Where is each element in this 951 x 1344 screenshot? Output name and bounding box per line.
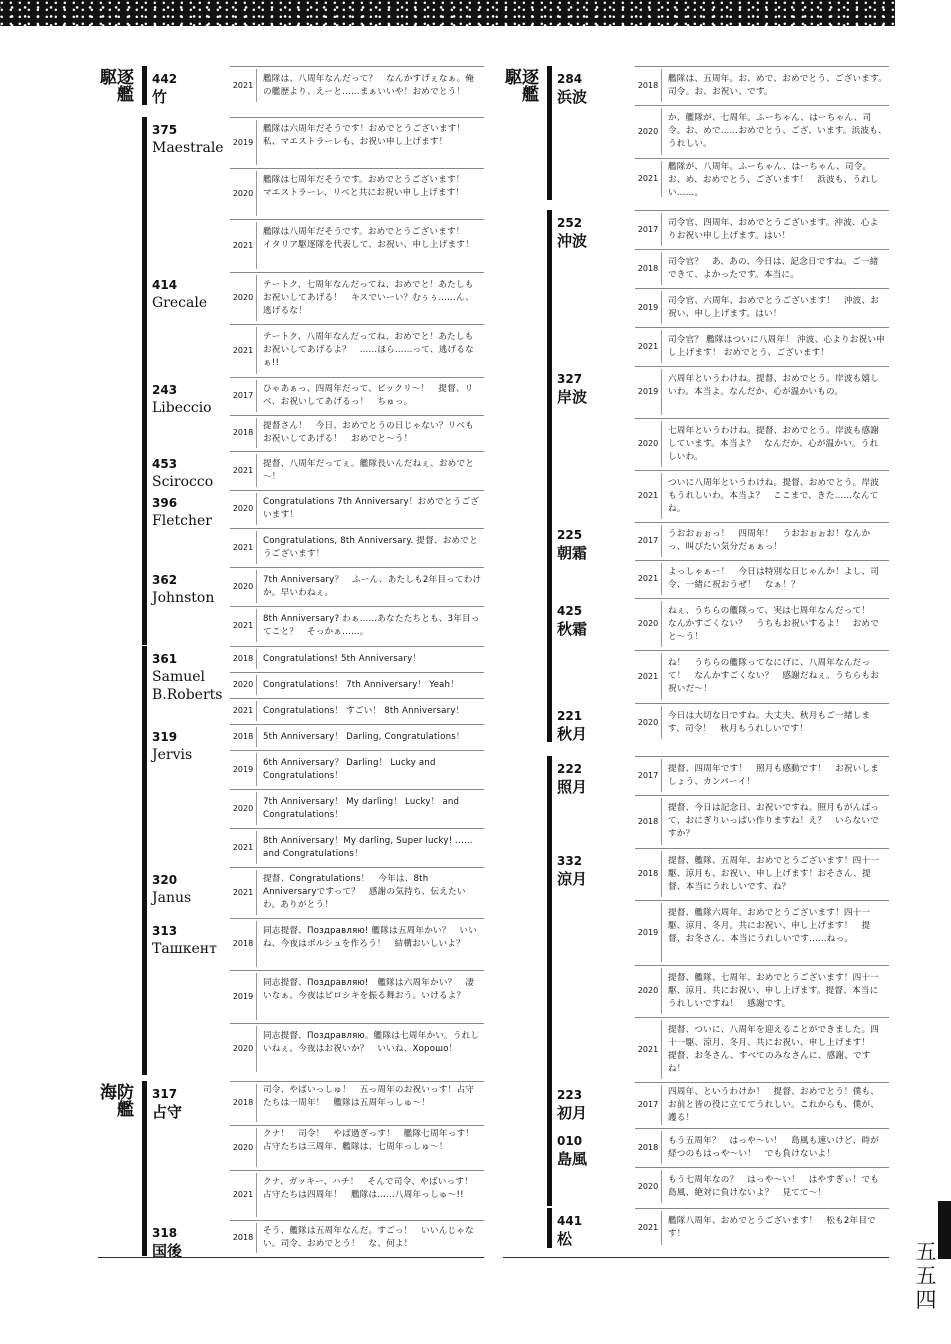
row-divider [230, 1170, 484, 1171]
row-divider [635, 703, 889, 704]
ship-number: 442 [152, 72, 178, 86]
row-divider [230, 1125, 484, 1126]
entry-year: 2020 [635, 108, 662, 155]
row-divider [635, 848, 889, 849]
ship-name: Janus [152, 890, 192, 906]
ship-block [142, 66, 484, 105]
anniversary-message: 艦隊は六周年だそうです！おめでとうございます！私、マエストラーレも、お祝い申し上げます！ [263, 124, 466, 147]
decorative-header-band [0, 0, 895, 26]
row-divider [635, 1167, 889, 1168]
ship-name: 島風 [557, 1150, 588, 1168]
row-divider [230, 528, 484, 529]
row-divider [635, 965, 889, 966]
ship-number: 375 [152, 123, 178, 137]
entry-year: 2019 [230, 973, 257, 1020]
entry-year: 2020 [635, 601, 662, 647]
entry-year: 2019 [635, 291, 662, 324]
row-divider [230, 724, 484, 725]
row-divider [230, 789, 484, 790]
ship-marker-bar [547, 703, 552, 742]
anniversary-message: うおおぉぉっ！ 四周年！ うおおぉぉお！なんかっ、叫びたい気分だぁぁっ！ [668, 529, 871, 552]
anniversary-message: 司令官、六周年、おめでとうございます！ 沖波、お祝い、申し上げます。はい！ [668, 295, 880, 319]
ship-name: 竹 [152, 88, 168, 106]
row-divider [230, 117, 484, 118]
entry-year: 2020 [230, 1128, 257, 1167]
row-divider [635, 105, 889, 106]
ship-marker-bar [142, 451, 147, 490]
anniversary-message: 提督、八周年だってぇ。艦隊長いんだねぇ、おめでと～！ [263, 458, 475, 482]
row-divider [230, 451, 484, 452]
ship-marker-bar [142, 377, 147, 451]
ship-block [142, 272, 484, 377]
entry-year: 2018 [635, 798, 662, 845]
ship-name: Samuel B.Roberts [152, 669, 223, 703]
ship-marker-bar [142, 867, 147, 918]
ship-name: 沖波 [557, 232, 588, 250]
entry-year: 2019 [635, 369, 662, 415]
ship-name: Libeccio [152, 400, 212, 416]
entry-year: 2018 [635, 851, 662, 897]
ship-number: 361 [152, 652, 178, 666]
anniversary-message: そう、艦隊は五周年なんだ。すごっ！ いいんじゃない。司令、おめでとう！ な、何よ！ [263, 1226, 474, 1249]
anniversary-message: 六周年というわけね。提督、おめでとう。岸波も嬉しいわ。本当よ。なんだか、心が温かいもの。 [668, 373, 880, 397]
anniversary-message: 司令官、四周年、おめでとうございます。沖波、心よりお祝い申し上げます。はい！ [668, 217, 879, 241]
page-edge-tab [938, 1201, 951, 1259]
row-divider [635, 522, 889, 523]
anniversary-message: 四周年、というわけか！ 提督、おめでとう！僕も、お前と皆の役に立ててうれしい。これからも、僕が、護る！ [668, 1086, 880, 1123]
row-divider [230, 377, 484, 378]
entry-year: 2021 [635, 330, 662, 363]
ship-marker-bar [547, 598, 552, 703]
entry-year: 2021 [635, 473, 662, 519]
ship-block [547, 703, 889, 742]
row-divider [635, 470, 889, 471]
ship-marker-bar [547, 210, 552, 366]
anniversary-message: ひゃあぁっ、四周年だって、ビックリ～！ 提督、リベ、お祝いしてあげるっ！ ちゅっ。 [263, 384, 474, 407]
anniversary-message: テートク、八周年なんだってね、おめでと！あたしもお祝いしてあげるよ？ ……ほら……って、逃げるなぁ!! [263, 332, 474, 368]
category-label: 海防艦 [100, 1083, 134, 1120]
anniversary-message: よっしゃぁー！ 今日は特別な日じゃんか！よし、司令、一緒に祝おうぜ！ なぁ！？ [668, 567, 880, 590]
entry-year: 2020 [230, 493, 257, 525]
anniversary-message: 艦隊が、八周年。ふーちゃん、はーちゃん、司令。お、め、おめでとう、ございます！ 浜波も、うれしい……。 [668, 162, 879, 198]
entry-year: 2020 [230, 675, 257, 695]
entry-year: 2020 [635, 968, 662, 1014]
anniversary-message: 艦隊は、八周年なんだって？ なんかすげぇなぁ。俺の艦歴より、えーと……まぁいいや！おめでとう！ [263, 73, 475, 97]
entry-year: 2018 [230, 649, 257, 669]
row-divider [230, 867, 484, 868]
row-divider [635, 1128, 889, 1129]
anniversary-message: 7th Anniversary！ My darling！ Lucky！ and Congratulations！ [263, 796, 460, 820]
ship-marker-bar [142, 490, 147, 567]
entry-year: 2021 [230, 222, 257, 269]
entry-year: 2021 [230, 609, 257, 642]
entry-year: 2020 [635, 1170, 662, 1203]
page-number: 五五四 [915, 1240, 937, 1312]
anniversary-message: か、艦隊が、七周年。ふーちゃん、はーちゃん、司令。お、めで……おめでとう、ござ、います。浜波も、うれしい。 [668, 113, 887, 149]
anniversary-message: 提督、艦隊、七周年、おめでとうございます！四十一駆、涼月、共にお祝い、申し上げます。提督、本当にうれしいですね！ 感謝です。 [668, 972, 880, 1009]
row-divider [230, 324, 484, 325]
entry-year: 2018 [635, 69, 662, 102]
entry-year: 2019 [230, 753, 257, 786]
anniversary-message: 提督、ついに、八周年を迎えることができました。四十一駆、涼月、冬月、共にお祝い、申し上げます！ 提督、お冬さん、すべてのみなさんに、感謝、ですね！ [668, 1024, 880, 1074]
ship-marker-bar [142, 918, 147, 1075]
entry-year: 2017 [635, 525, 662, 557]
ship-block [142, 490, 484, 567]
anniversary-message: 艦隊は、五周年。お、めで、おめでとう、ございます。司令。お、お祝い、です。 [668, 73, 887, 97]
row-divider [230, 66, 484, 67]
anniversary-message: 提督、Congratulations！ 今年は、8th Anniversaryですって？ 感謝の気持ち、伝えたいわ。ありがとう！ [263, 874, 466, 910]
ship-marker-bar [142, 646, 147, 724]
ship-marker-bar [547, 66, 552, 200]
anniversary-message: 七周年というわけね。提督、おめでとう。岸波も感謝しています。本当よ？ なんだか、心が温かい。うれしいわ。 [668, 425, 880, 462]
anniversary-message: もう七周年なの？ はっや～い！ はやすぎぃ！でも島風、絶対に負けないよ？ 見てて～！ [668, 1174, 880, 1198]
ship-number: 243 [152, 383, 178, 397]
row-divider [635, 66, 889, 67]
anniversary-message: Congratulations！ すごい！ 8th Anniversary！ [263, 705, 465, 716]
entry-year: 2021 [230, 870, 257, 915]
row-divider [635, 650, 889, 651]
row-divider [230, 567, 484, 568]
ship-block [142, 724, 484, 867]
ship-marker-bar [547, 366, 552, 522]
entry-year: 2021 [230, 1173, 257, 1217]
anniversary-message: Congratulations 7th Anniversary！おめでとうございます！ [263, 497, 480, 520]
anniversary-message: 同志提督、Поздравляю。艦隊は七周年かい。うれしいねぇ。今夜はお祝いか？ いいね、Хорошо！ [263, 1030, 480, 1054]
ship-block [142, 918, 484, 1075]
category-label: 駆逐艦 [505, 68, 539, 105]
left-column [98, 66, 484, 1260]
ship-number: 284 [557, 72, 583, 86]
entry-year: 2021 [230, 69, 257, 102]
ship-number: 318 [152, 1226, 178, 1240]
row-divider [635, 900, 889, 901]
ship-marker-bar [547, 522, 552, 598]
row-divider [230, 1081, 484, 1082]
row-divider [230, 272, 484, 273]
ship-name: 初月 [557, 1104, 588, 1122]
entry-year: 2018 [635, 252, 662, 285]
anniversary-message: 5th Anniversary！ Darling, Congratulations！ [263, 731, 465, 742]
entry-year: 2020 [635, 706, 662, 739]
ship-number: 332 [557, 854, 583, 868]
ship-number: 010 [557, 1134, 583, 1148]
ship-name: Maestrale [152, 140, 224, 156]
anniversary-message: ついに八周年というわけね。提督、おめでとう。岸波もうれしいわ。本当よ？ ここまで、きた……なんてね。 [668, 477, 880, 514]
ship-name: Ташкент [152, 941, 217, 957]
anniversary-message: 艦隊は八周年だそうです。おめでとうございます！ イタリア駆逐隊を代表して、お祝い、申し上げます！ [263, 227, 474, 250]
anniversary-message: 6th Anniversary？ Darling！ Lucky and Congratulations！ [263, 757, 436, 781]
ship-name: 秋月 [557, 725, 588, 743]
ship-marker-bar [547, 756, 552, 848]
anniversary-message: Congratulations！ 7th Anniversary！ Yeah！ [263, 679, 459, 690]
ship-block [142, 451, 484, 490]
ship-block [547, 210, 889, 366]
anniversary-message: 同志提督、Поздравляю! 艦隊は五周年かい？ いいね、今夜はボルシュを作ろう！ 結構おいしいよ？ [263, 925, 477, 949]
entry-year: 2020 [230, 570, 257, 603]
entry-year: 2021 [635, 653, 662, 700]
row-divider [230, 828, 484, 829]
ship-block [547, 366, 889, 522]
row-divider [230, 415, 484, 416]
anniversary-message: 艦隊八周年、おめでとうございます！ 松も2年目です！ [668, 1216, 876, 1239]
ship-name: Grecale [152, 295, 208, 311]
row-divider [230, 219, 484, 220]
anniversary-message: 今日は大切な日ですね。大丈夫、秋月もご一緒します、司令！ 秋月もうれしいです！ [668, 710, 871, 734]
ship-marker-bar [142, 1081, 147, 1220]
category-label: 駆逐艦 [100, 68, 134, 105]
ship-marker-bar [547, 848, 552, 1082]
entry-year: 2021 [230, 831, 257, 864]
row-divider [635, 210, 889, 211]
entry-year: 2021 [635, 1211, 662, 1245]
row-divider [230, 918, 484, 919]
row-divider [635, 1017, 889, 1018]
anniversary-message: ねぇ、うちらの艦隊って、実は七周年なんだって！ なんかすごくない？ うちもお祝いするよ！ おめでと～う！ [668, 605, 880, 642]
anniversary-message: Congratulations! 5th Anniversary！ [263, 653, 422, 664]
row-divider [635, 327, 889, 328]
row-divider [635, 418, 889, 419]
row-divider [635, 598, 889, 599]
entry-year: 2021 [230, 454, 257, 487]
ship-name: 秋霜 [557, 620, 588, 638]
row-divider [635, 249, 889, 250]
ship-block [142, 377, 484, 451]
ship-name: Johnston [152, 590, 215, 606]
entry-year: 2018 [635, 1131, 662, 1164]
row-divider [230, 750, 484, 751]
ship-name: 照月 [557, 778, 588, 796]
ship-number: 441 [557, 1214, 583, 1228]
ship-name: 占守 [152, 1103, 183, 1121]
entry-year: 2017 [230, 380, 257, 412]
ship-block [142, 867, 484, 918]
row-divider [635, 288, 889, 289]
anniversary-message: 提督、艦隊、五周年、おめでとうございます！四十一駆、涼月も、お祝い、申し上げます！おそさん、提督、本当にうれしいです、ね？ [668, 855, 880, 892]
anniversary-message: 7th Anniversary？ ふーん、あたしも2年目ってわけか。早いわねぇ。 [263, 574, 482, 598]
entry-year: 2020 [230, 275, 257, 321]
ship-name: 国後 [152, 1242, 183, 1260]
ship-block [142, 1220, 484, 1260]
ship-block [547, 1082, 889, 1128]
entry-year: 2018 [230, 921, 257, 967]
ship-number: 317 [152, 1087, 178, 1101]
anniversary-message: 提督、四周年です！ 照月も感動です！ お祝いしましょう、カンパーイ！ [668, 763, 880, 787]
entry-year: 2018 [230, 1084, 257, 1122]
ship-block [142, 1081, 484, 1220]
entry-year: 2020 [230, 1026, 257, 1072]
row-divider [230, 1220, 484, 1221]
entry-year: 2021 [230, 327, 257, 374]
entry-year: 2021 [635, 161, 662, 197]
row-divider [230, 1023, 484, 1024]
ship-marker-bar [142, 117, 147, 272]
entry-year: 2021 [635, 1020, 662, 1079]
ship-number: 252 [557, 216, 583, 230]
ship-name: 涼月 [557, 870, 588, 888]
entry-year: 2019 [230, 120, 257, 165]
row-divider [230, 672, 484, 673]
anniversary-message: 8th Anniversary！My darling, Super lucky! ……and Congratulations！ [263, 835, 473, 859]
row-divider [230, 490, 484, 491]
anniversary-message: 同志提督、Поздравляю! 艦隊は六周年かい？ 凄いなぁ。今夜はピロシキを振る舞おう。いけるよ？ [263, 978, 475, 1001]
entry-year: 2020 [635, 421, 662, 467]
anniversary-message: クナ、ガッキー、ハチ！ そんで司令、やばいっす！ 占守たちは四周年！ 艦隊は……八周年っしゅ～!! [263, 1176, 482, 1200]
anniversary-message: ね！ うちらの艦隊ってなにげに、八周年なんだって！ なんかすごくない？ 感謝だねぇ。うちらもお祝いだ～！ [668, 658, 880, 694]
row-divider [635, 158, 889, 159]
ship-name: Jervis [152, 747, 193, 763]
anniversary-message: もう五周年？ はっや～い！ 島風も速いけど、時が経つのもはっや～い！ でも負けないよ！ [668, 1135, 880, 1159]
entry-year: 2017 [635, 213, 662, 246]
ship-marker-bar [142, 272, 147, 377]
entry-year: 2017 [635, 759, 662, 792]
ship-number: 327 [557, 372, 583, 386]
ship-block [142, 646, 484, 724]
ship-block [547, 522, 889, 598]
row-divider [230, 970, 484, 971]
row-divider [230, 698, 484, 699]
ship-number: 225 [557, 528, 583, 542]
entry-year: 2018 [230, 727, 257, 747]
anniversary-message: 司令、やばいっしゅ！ 五っ周年のお祝いっす！占守たちは一周年！ 艦隊は五周年っしゅ～！ [263, 1085, 475, 1108]
ship-marker-bar [547, 1128, 552, 1206]
ship-name: 岸波 [557, 388, 588, 406]
ship-number: 222 [557, 762, 583, 776]
anniversary-message: テートク、七周年なんだってね、おめでと！あたしもお祝いしてあげる！ キスでいーい？むぅぅ……ん、逃げるな！ [263, 279, 475, 316]
row-divider [230, 168, 484, 169]
entry-year: 2019 [635, 903, 662, 962]
ship-name: Scirocco [152, 474, 214, 490]
ship-number: 453 [152, 457, 178, 471]
entry-year: 2018 [230, 418, 257, 448]
ship-number: 223 [557, 1088, 583, 1102]
row-divider [635, 560, 889, 561]
entry-year: 2017 [635, 1085, 662, 1125]
ship-name: 浜波 [557, 88, 588, 106]
ship-marker-bar [142, 567, 147, 645]
ship-number: 319 [152, 730, 178, 744]
anniversary-message: 司令官？ 艦隊はついに八周年！ 沖波、心よりお祝い申し上げます！ おめでとう、ございます！ [668, 334, 885, 358]
entry-year: 2020 [230, 792, 257, 825]
anniversary-message: 司令官？ あ、あの、今日は、記念日ですね。ご一緒できて、よかったです。本当に。 [668, 256, 879, 280]
anniversary-message: 8th Anniversary? わぁ……あなたたちとも、3年目ってこと？ そっかぁ……。 [263, 613, 480, 637]
anniversary-message: 艦隊は七周年だそうです。おめでとうございます！ マエストラーレ、リベと共にお祝い申し上げます！ [263, 175, 474, 198]
ship-marker-bar [142, 66, 147, 105]
entry-year: 2021 [230, 701, 257, 721]
ship-block [142, 567, 484, 645]
row-divider [635, 756, 889, 757]
ship-block [547, 756, 889, 848]
entry-year: 2021 [230, 531, 257, 564]
ship-marker-bar [547, 1082, 552, 1128]
row-divider [230, 606, 484, 607]
row-divider [230, 646, 484, 647]
entry-year: 2018 [230, 1223, 257, 1253]
ship-marker-bar [142, 1220, 147, 1256]
ship-name: 松 [557, 1230, 573, 1248]
row-divider [635, 1082, 889, 1083]
anniversary-message: Congratulations, 8th Anniversary. 提督、おめでとうございます！ [263, 535, 478, 559]
ship-number: 221 [557, 709, 583, 723]
row-divider [635, 1208, 889, 1209]
ship-number: 313 [152, 924, 178, 938]
ship-name: 朝霜 [557, 544, 588, 562]
row-divider [635, 366, 889, 367]
ship-number: 396 [152, 496, 178, 510]
anniversary-message: 提督さん！ 今日、おめでとうの日じゃない？リベもお祝いしてあげる！ おめでと～う！ [263, 421, 474, 444]
row-divider [635, 795, 889, 796]
ship-block [547, 848, 889, 1082]
ship-marker-bar [142, 724, 147, 867]
ship-name: Fletcher [152, 513, 212, 529]
ship-block [547, 1208, 889, 1248]
anniversary-message: 提督、艦隊六周年。おめでとうございます！四十一駆、涼月、冬月。共にお祝い、申し上げます！ 提督、お冬さん、本当にうれしいです……ねっ。 [668, 907, 871, 944]
ship-number: 414 [152, 278, 178, 292]
ship-number: 320 [152, 873, 178, 887]
anniversary-message: 提督、今日は記念日、お祝いですね。照月もがんばって、おにぎりいっぱい作りますね！え？ いらないですか？ [668, 803, 880, 839]
right-column [503, 66, 889, 1256]
ship-block [547, 598, 889, 703]
ship-block [547, 66, 889, 200]
ship-marker-bar [547, 1208, 552, 1248]
ship-block [547, 1128, 889, 1206]
anniversary-message: クナ！ 司令！ やば過ぎっす！ 艦隊七周年っす！占守たちは三周年、艦隊は、七周年っしゅ～！ [263, 1129, 475, 1152]
ship-number: 425 [557, 604, 583, 618]
entry-year: 2020 [230, 171, 257, 216]
ship-number: 362 [152, 573, 178, 587]
ship-block [142, 117, 484, 272]
entry-year: 2021 [635, 563, 662, 595]
